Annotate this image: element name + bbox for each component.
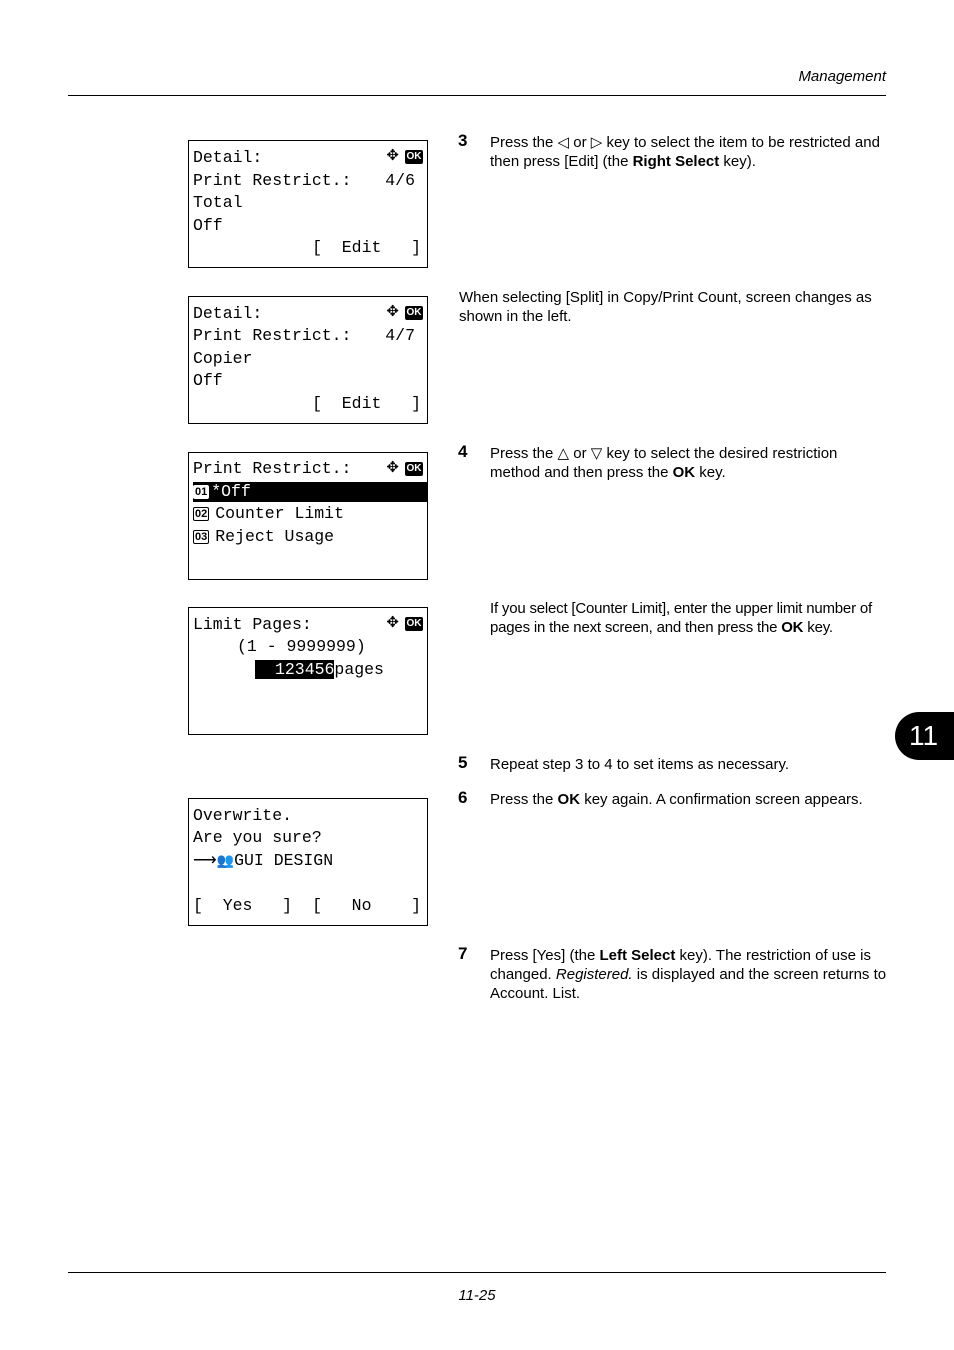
- account-name: GUI DESIGN: [234, 851, 334, 870]
- lcd-line: Limit Pages:: [193, 615, 312, 634]
- menu-option-off[interactable]: [193, 482, 427, 502]
- lcd-page-count: 4/6: [385, 171, 415, 190]
- option-number-icon: 03: [195, 530, 208, 543]
- page-header-title: Management: [798, 68, 886, 85]
- option-number-icon: 02: [195, 507, 208, 520]
- step-number: 7: [458, 944, 468, 963]
- step-number: 3: [458, 131, 468, 150]
- lcd-line: Off: [193, 371, 223, 390]
- footer-rule: [68, 1272, 886, 1273]
- step-number: 5: [458, 753, 468, 772]
- lcd-line: Detail:: [193, 148, 263, 167]
- counter-limit-note: If you select [Counter Limit], enter the upper limit number of pages in the next screen, and then press the OK key.: [490, 600, 872, 636]
- lcd-screen-detail-total: [188, 140, 428, 268]
- edit-softkey[interactable]: [ Edit ]: [312, 238, 421, 257]
- four-way-arrow-icon: ✥: [386, 615, 399, 632]
- step-6-text: Press the OK key again. A confirmation screen appears.: [490, 791, 863, 808]
- step-number: 4: [458, 442, 468, 461]
- chapter-tab: 11: [895, 712, 954, 760]
- menu-option-reject-usage[interactable]: [193, 526, 421, 548]
- option-label: Counter Limit: [215, 504, 344, 523]
- step-3-text: Press the ◁ or ▷ key to select the item to be restricted and then press [Edit] (the Right Select key).: [490, 134, 880, 170]
- lcd-line: Copier: [193, 349, 253, 368]
- option-label: *Off: [211, 482, 251, 501]
- lcd-line: Are you sure?: [193, 828, 322, 847]
- yes-softkey[interactable]: [ Yes ]: [193, 896, 293, 915]
- four-way-arrow-icon: ✥: [386, 460, 399, 477]
- lcd-screen-restriction-menu: [188, 452, 428, 580]
- lcd-label: Print Restrict.:: [193, 171, 352, 190]
- option-label: Reject Usage: [215, 527, 335, 546]
- step-7-text: Press [Yes] (the Left Select key). The restriction of use is changed. Registered. is displayed and the screen returns to Account. List.: [490, 947, 887, 1002]
- page-limit-input[interactable]: 123456: [255, 660, 334, 679]
- option-number-icon: 01: [195, 485, 208, 498]
- lcd-range: (1 - 9999999): [237, 637, 366, 656]
- lcd-line: Overwrite.: [193, 806, 293, 825]
- lcd-page-count: 4/7: [385, 326, 415, 345]
- ok-icon: OK: [406, 307, 422, 318]
- arrow-right-icon: ⟶: [193, 851, 217, 870]
- ok-icon: OK: [406, 151, 422, 162]
- lcd-screen-detail-copier: [188, 296, 428, 424]
- step-4-text: Press the △ or ▽ key to select the desired restriction method and then press the OK key.: [490, 445, 838, 481]
- menu-option-counter-limit[interactable]: [193, 503, 421, 525]
- lcd-screen-overwrite-confirm: [188, 798, 428, 926]
- no-softkey[interactable]: [ No ]: [312, 896, 421, 915]
- lcd-screen-limit-pages: [188, 607, 428, 735]
- lcd-label: Print Restrict.:: [193, 326, 352, 345]
- page-number: 11-25: [458, 1287, 496, 1304]
- lcd-line: Detail:: [193, 304, 263, 323]
- page-unit: pages: [334, 660, 384, 679]
- lcd-line: [193, 850, 421, 872]
- four-way-arrow-icon: ✥: [386, 304, 399, 321]
- step-5-text: Repeat step 3 to 4 to set items as necessary.: [490, 756, 790, 773]
- lcd-line: Print Restrict.:: [193, 459, 352, 478]
- lcd-line: [193, 170, 421, 192]
- ok-icon: OK: [406, 463, 422, 474]
- split-note: When selecting [Split] in Copy/Print Count, screen changes as shown in the left.: [459, 289, 872, 325]
- ok-icon: OK: [406, 618, 422, 629]
- lcd-line: [255, 659, 421, 681]
- lcd-line: Total: [193, 193, 243, 212]
- header-rule: [68, 95, 886, 96]
- four-way-arrow-icon: ✥: [386, 148, 399, 165]
- edit-softkey[interactable]: [ Edit ]: [312, 394, 421, 413]
- lcd-line: [193, 325, 421, 347]
- users-group-icon: 👥: [216, 854, 235, 870]
- lcd-line: Off: [193, 216, 223, 235]
- step-number: 6: [458, 788, 468, 807]
